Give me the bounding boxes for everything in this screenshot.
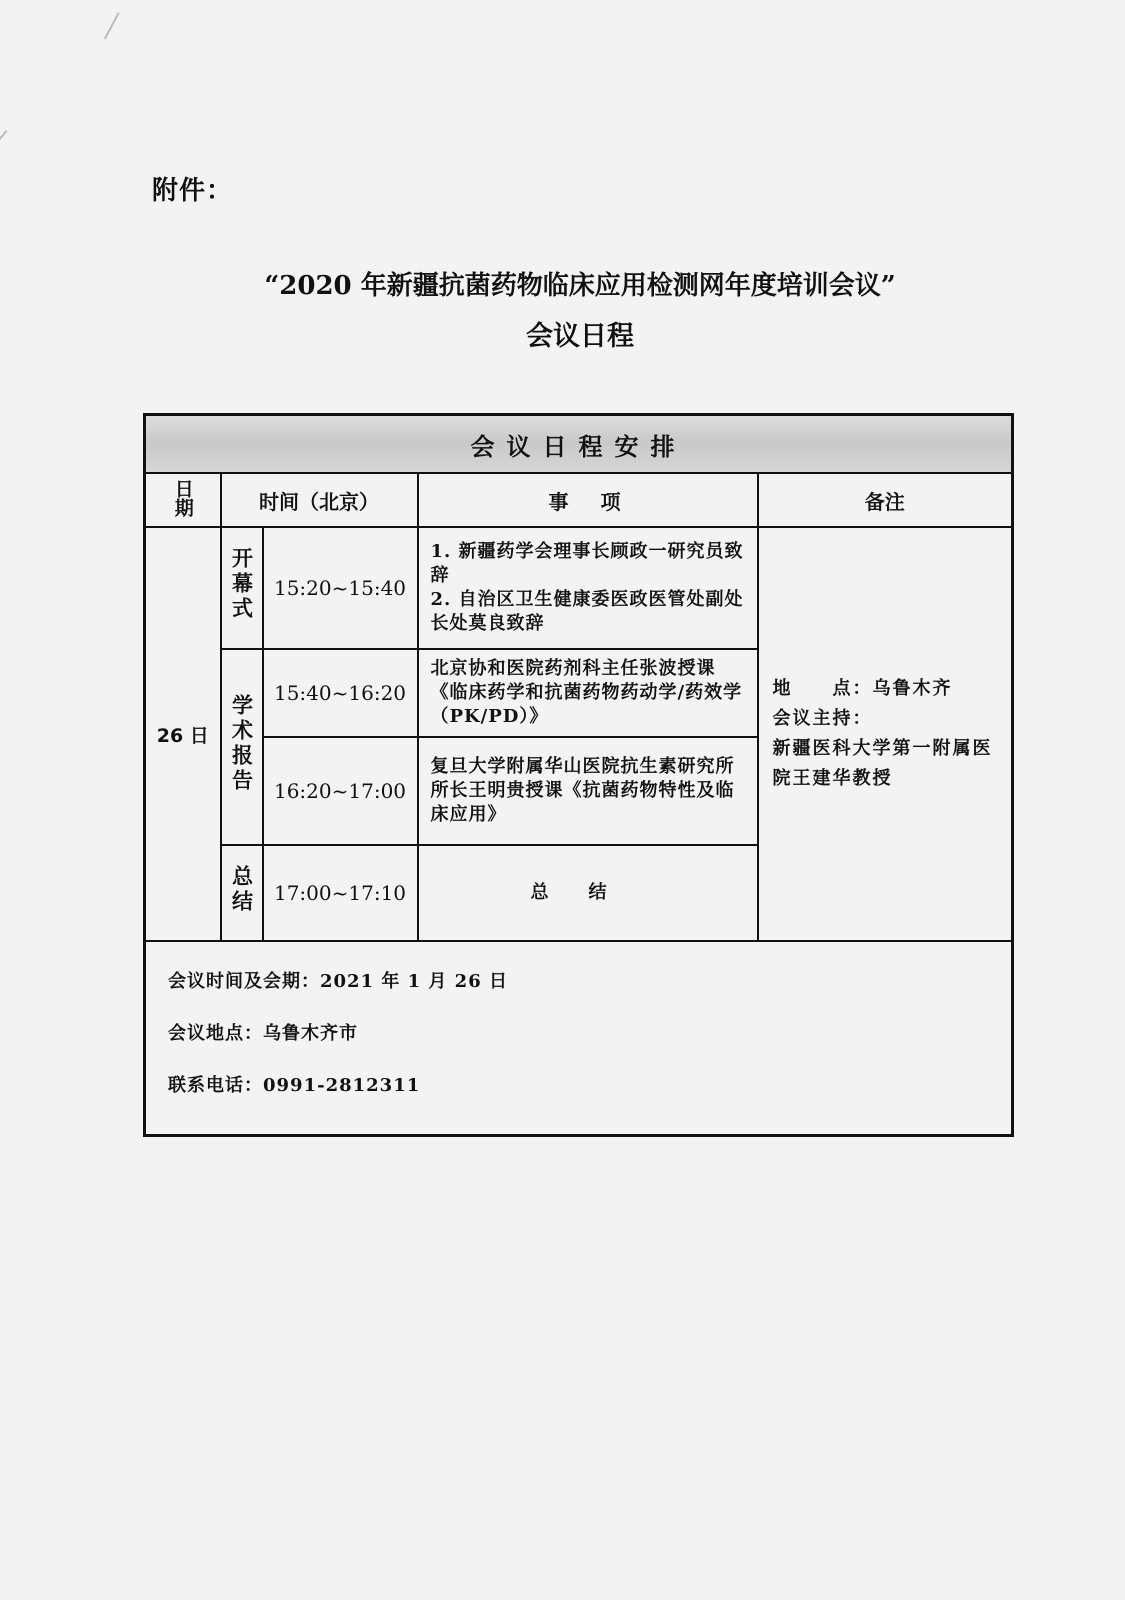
note-cell	[758, 527, 1013, 941]
scan-artifact-line	[104, 12, 119, 39]
time-cell: 16:20~17:00	[263, 737, 418, 845]
item-line: 1. 新疆药学会理事长顾政一研究员致辞	[430, 541, 744, 586]
note-line: 新疆医科大学第一附属医院王建华教授	[772, 738, 993, 789]
item-line: 2. 自治区卫生健康委医政医管处副处长处莫良致辞	[430, 589, 744, 634]
header-time: 时间（北京）	[221, 473, 418, 527]
category-cell	[221, 527, 263, 649]
header-item: 事 项	[418, 473, 758, 527]
category-cell	[221, 649, 263, 845]
item-cell	[418, 649, 758, 737]
note-line: 会议主持：	[772, 708, 873, 729]
category-label: 开幕式	[229, 547, 254, 622]
item-cell	[418, 737, 758, 845]
location-line: 会议地点：乌鲁木齐市	[168, 1023, 358, 1044]
category-label: 总结	[229, 864, 254, 915]
attachment-label: 附件：	[152, 176, 234, 206]
header-date-label: 日期	[171, 478, 194, 517]
item-cell	[418, 845, 758, 941]
phone-line: 联系电话：0991-2812311	[168, 1075, 421, 1096]
item-line: 总结	[530, 882, 647, 903]
item-line: 复旦大学附属华山医院抗生素研究所所长王明贵授课《抗菌药物特性及临床应用》	[430, 756, 735, 825]
item-line: 北京协和医院药剂科主任张波授课《临床药学和抗菌药物药动学/药效学（PK/PD）》	[430, 658, 743, 727]
time-cell: 15:40~16:20	[263, 649, 418, 737]
category-cell	[221, 845, 263, 941]
schedule-table	[143, 413, 1014, 1137]
table-footer	[145, 941, 1013, 1136]
document-title: “2020 年新疆抗菌药物临床应用检测网年度培训会议”	[264, 271, 896, 301]
scan-artifact-line	[0, 130, 7, 152]
meeting-time-line: 会议时间及会期：2021 年 1 月 26 日	[168, 971, 509, 992]
note-line: 地 点：乌鲁木齐	[772, 678, 953, 699]
title-block	[0, 268, 1125, 353]
time-cell: 15:20~15:40	[263, 527, 418, 649]
document-subtitle: 会议日程	[526, 321, 634, 352]
time-cell: 17:00~17:10	[263, 845, 418, 941]
category-label: 学术报告	[229, 693, 254, 794]
date-cell: 26 日	[145, 527, 221, 941]
header-date	[145, 473, 221, 527]
header-note: 备注	[758, 473, 1013, 527]
table-banner: 会议日程安排	[145, 415, 1013, 474]
table-row	[145, 527, 1013, 649]
item-cell	[418, 527, 758, 649]
